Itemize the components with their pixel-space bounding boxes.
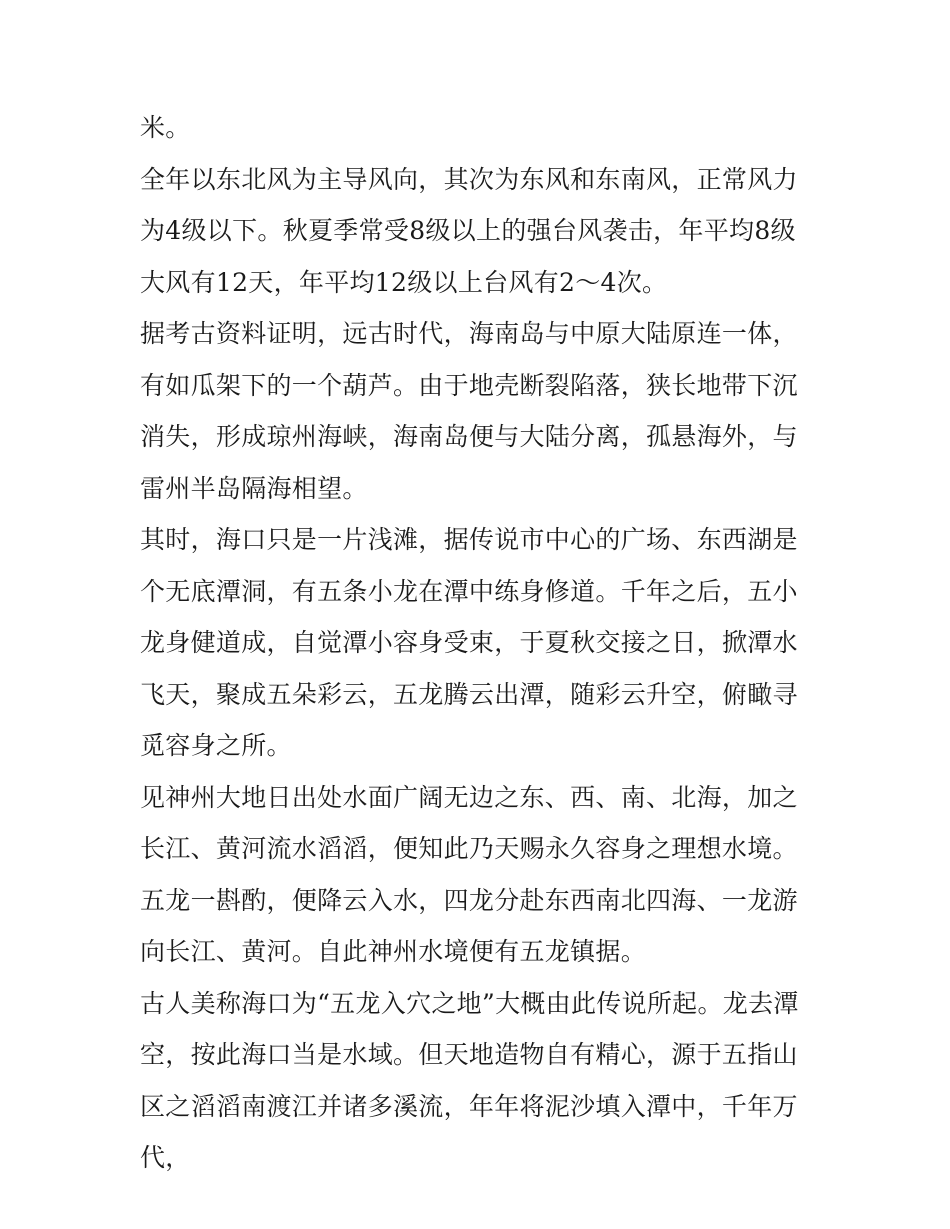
- paragraph-1: 米。: [140, 113, 191, 142]
- paragraph-5: 见神州大地日出处水面广阔无边之东、西、南、北海，加之长江、黄河流水滔滔，便知此乃天赐永久容身之理想水境。五龙一斟酌，便降云入水，四龙分赴东西南北四海、一龙游向长江、黄河。自此神州水境便有五龙镇据。: [140, 782, 798, 966]
- document-page: [140, 102, 814, 1184]
- paragraph-3: 据考古资料证明，远古时代，海南岛与中原大陆原连一体，有如瓜架下的一个葫芦。由于地壳断裂陷落，狭长地带下沉消失，形成琼州海峡，海南岛便与大陆分离，孤悬海外，与雷州半岛隔海相望。: [140, 319, 798, 503]
- paragraph-4: 其时，海口只是一片浅滩，据传说市中心的广场、东西湖是个无底潭洞，有五条小龙在潭中练身修道。千年之后，五小龙身健道成，自觉潭小容身受束，于夏秋交接之日，掀潭水飞天，聚成五朵彩云，五龙腾云出潭，随彩云升空，俯瞰寻觅容身之所。: [140, 525, 798, 760]
- paragraph-6: 古人美称海口为“五龙入穴之地”大概由此传说所起。龙去潭空，按此海口当是水域。但天地造物自有精心，源于五指山区之滔滔南渡江并诸多溪流，年年将泥沙填入潭中，千年万代，: [140, 988, 799, 1172]
- paragraph-2: 全年以东北风为主导风向，其次为东风和东南风，正常风力为4级以下。秋夏季常受8级以上的强台风袭击，年平均8级大风有12天，年平均12级以上台风有2～4次。: [140, 164, 798, 297]
